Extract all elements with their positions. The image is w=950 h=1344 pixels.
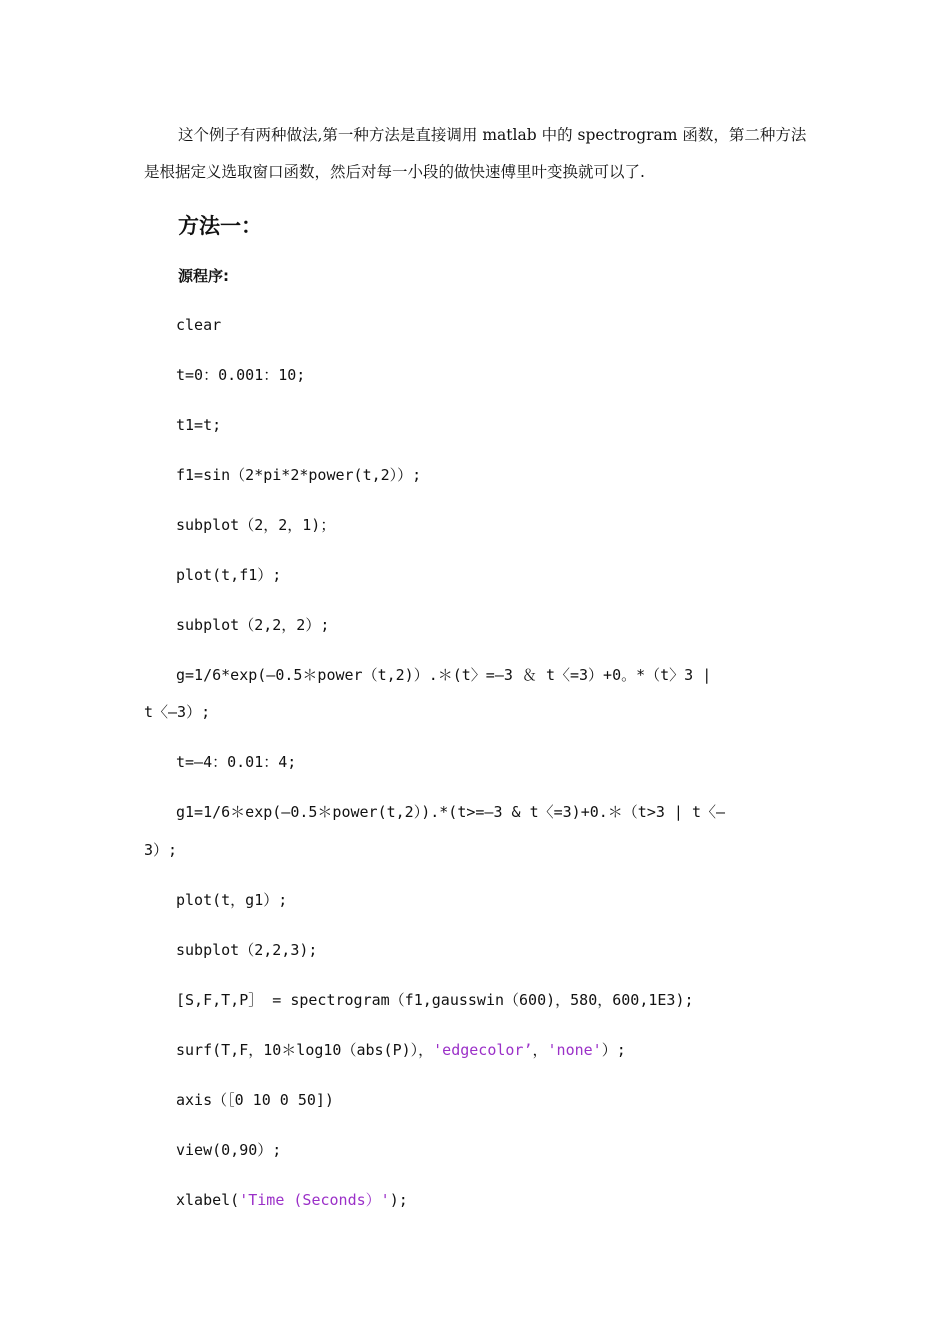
code-line: t=—4：0.01：4;: [176, 753, 297, 771]
code-line: g=1/6*exp(—0.5＊power（t,2)）.＊(t〉=—3 ＆ t〈=3）+0。*（t〉3 |: [176, 666, 712, 684]
code-string: 'Time (Seconds）': [239, 1191, 390, 1209]
code-line: [S,F,T,P］ = spectrogram（f1,gausswin（600)，580，600,1E3);: [176, 991, 694, 1009]
code-line: f1=sin（2*pi*2*power(t,2））;: [176, 466, 422, 484]
code-line-continuation: 3）;: [144, 841, 178, 859]
code-line: g1=1/6＊exp(—0.5＊power(t,2）).*(t>=—3 & t〈=3)+0.＊（t>3 | t〈—: [176, 803, 726, 821]
code-line: subplot（2,2，2）;: [176, 616, 330, 634]
code-line: plot(t,f1）;: [176, 566, 282, 584]
code-line: plot(t，g1）;: [176, 891, 288, 909]
code-line: subplot（2,2,3);: [176, 941, 318, 959]
code-line: view(0,90）;: [176, 1141, 282, 1159]
code-text: surf(T,F，10＊log10（abs(P)），: [176, 1041, 434, 1059]
code-line: [176, 1190, 408, 1210]
code-text: ）;: [601, 1041, 626, 1059]
code-text: ，: [532, 1041, 548, 1059]
source-code-label: 源程序:: [178, 267, 229, 285]
code-line: subplot（2，2，1)；: [176, 516, 336, 534]
code-line-continuation: t〈—3）;: [144, 703, 211, 721]
code-line: clear: [176, 316, 222, 334]
code-line: t=0：0.001：10;: [176, 366, 306, 384]
code-line: t1=t;: [176, 416, 222, 434]
section-heading: 方法一：: [178, 214, 262, 238]
code-text: xlabel(: [176, 1191, 240, 1209]
code-string: 'none': [547, 1041, 602, 1059]
code-line: axis（［0 10 0 50]): [176, 1091, 334, 1109]
code-line: [176, 1040, 626, 1060]
code-string: 'edgecolor’: [433, 1041, 533, 1059]
code-text: );: [389, 1191, 408, 1209]
intro-paragraph: 这个例子有两种做法,第一种方法是直接调用 matlab 中的 spectrogram 函数，第二种方法是根据定义选取窗口函数，然后对每一小段的做快速傅里叶变换就可以了.: [144, 126, 807, 181]
